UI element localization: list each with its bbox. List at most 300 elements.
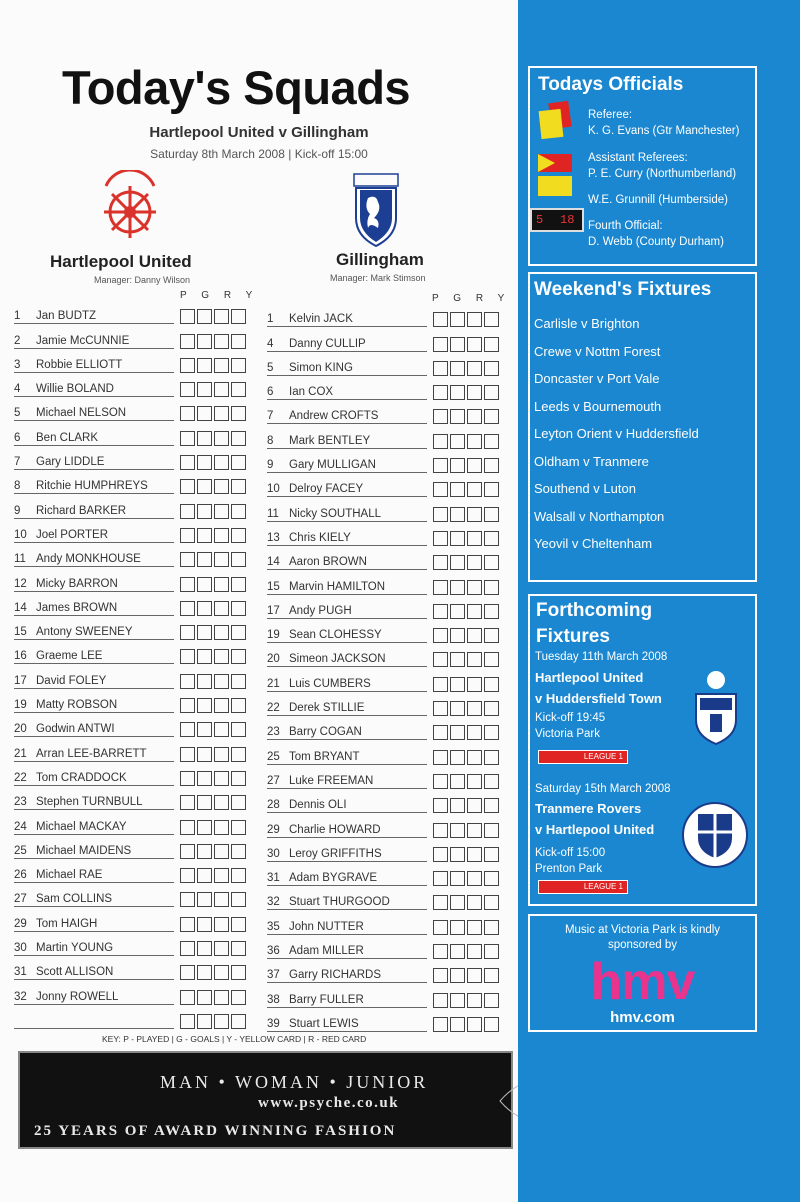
played-box[interactable] <box>180 479 195 494</box>
weekend-fixture: Leeds v Bournemouth <box>534 398 662 414</box>
played-box[interactable] <box>433 920 448 935</box>
played-box[interactable] <box>180 431 195 446</box>
yellow-box[interactable] <box>231 844 246 859</box>
goals-box[interactable] <box>197 577 212 592</box>
played-box[interactable] <box>433 361 448 376</box>
red-box[interactable] <box>214 625 229 640</box>
yellow-box[interactable] <box>231 334 246 349</box>
played-box[interactable] <box>180 528 195 543</box>
red-box[interactable] <box>214 722 229 737</box>
yellow-box[interactable] <box>231 698 246 713</box>
goals-box[interactable] <box>450 701 465 716</box>
played-box[interactable] <box>433 847 448 862</box>
red-box[interactable] <box>214 504 229 519</box>
played-box[interactable] <box>180 698 195 713</box>
player-row <box>14 543 246 567</box>
played-box[interactable] <box>433 555 448 570</box>
played-box[interactable] <box>180 649 195 664</box>
red-box[interactable] <box>214 674 229 689</box>
red-box[interactable] <box>467 555 482 570</box>
player-number: 11 <box>14 553 26 566</box>
player-number: 25 <box>267 750 280 763</box>
played-box[interactable] <box>180 358 195 373</box>
red-box[interactable] <box>467 701 482 716</box>
goals-box[interactable] <box>197 990 212 1005</box>
pgry-boxes <box>431 482 499 497</box>
played-box[interactable] <box>180 941 195 956</box>
player-name: Aaron BROWN <box>289 556 367 569</box>
red-box[interactable] <box>467 968 482 983</box>
player-number: 14 <box>14 601 27 614</box>
pgry-boxes <box>431 507 499 522</box>
yellow-box[interactable] <box>484 944 499 959</box>
goals-box[interactable] <box>197 1014 212 1029</box>
played-box[interactable] <box>433 993 448 1008</box>
yellow-box[interactable] <box>484 774 499 789</box>
goals-box[interactable] <box>450 385 465 400</box>
played-box[interactable] <box>433 1017 448 1032</box>
goals-box[interactable] <box>197 431 212 446</box>
player-name: Gary LIDDLE <box>36 456 105 469</box>
goals-box[interactable] <box>450 628 465 643</box>
yellow-box[interactable] <box>484 823 499 838</box>
red-box[interactable] <box>214 431 229 446</box>
yellow-box[interactable] <box>484 847 499 862</box>
red-box[interactable] <box>214 747 229 762</box>
yellow-box[interactable] <box>484 458 499 473</box>
played-box[interactable] <box>180 722 195 737</box>
yellow-box[interactable] <box>484 1017 499 1032</box>
weekend-fixture: Oldham v Tranmere <box>534 453 649 469</box>
played-box[interactable] <box>433 482 448 497</box>
goals-box[interactable] <box>197 528 212 543</box>
played-box[interactable] <box>180 601 195 616</box>
pgry-boxes <box>178 431 246 446</box>
player-number: 8 <box>14 480 21 493</box>
played-box[interactable] <box>433 725 448 740</box>
yellow-box[interactable] <box>484 361 499 376</box>
played-box[interactable] <box>180 771 195 786</box>
played-box[interactable] <box>180 965 195 980</box>
goals-box[interactable] <box>450 823 465 838</box>
player-name-line <box>14 376 174 397</box>
red-box[interactable] <box>467 385 482 400</box>
played-box[interactable] <box>433 580 448 595</box>
yellow-box[interactable] <box>484 750 499 765</box>
pgry-boxes <box>431 798 499 813</box>
yellow-box[interactable] <box>231 1014 246 1029</box>
player-number: 23 <box>267 726 280 739</box>
yellow-box[interactable] <box>231 382 246 397</box>
yellow-box[interactable] <box>231 722 246 737</box>
red-box[interactable] <box>214 358 229 373</box>
player-row <box>267 935 499 959</box>
yellow-box[interactable] <box>231 892 246 907</box>
goals-box[interactable] <box>450 920 465 935</box>
played-box[interactable] <box>180 625 195 640</box>
red-box[interactable] <box>467 652 482 667</box>
goals-box[interactable] <box>450 871 465 886</box>
player-row <box>14 664 246 688</box>
goals-box[interactable] <box>450 312 465 327</box>
red-box[interactable] <box>467 531 482 546</box>
goals-box[interactable] <box>197 747 212 762</box>
goals-box[interactable] <box>450 409 465 424</box>
played-box[interactable] <box>433 507 448 522</box>
played-box[interactable] <box>180 674 195 689</box>
red-box[interactable] <box>214 917 229 932</box>
red-box[interactable] <box>467 337 482 352</box>
yellow-box[interactable] <box>231 479 246 494</box>
played-box[interactable] <box>180 868 195 883</box>
player-number: 27 <box>14 893 27 906</box>
yellow-box[interactable] <box>484 604 499 619</box>
huddersfield-crest-icon <box>688 666 744 746</box>
player-name-line <box>14 789 174 810</box>
yellow-box[interactable] <box>231 504 246 519</box>
red-box[interactable] <box>214 892 229 907</box>
goals-box[interactable] <box>450 944 465 959</box>
player-number: 31 <box>267 872 280 885</box>
red-box[interactable] <box>214 552 229 567</box>
goals-box[interactable] <box>197 892 212 907</box>
yellow-box[interactable] <box>231 747 246 762</box>
player-row <box>267 303 499 327</box>
played-box[interactable] <box>433 628 448 643</box>
goals-box[interactable] <box>450 677 465 692</box>
goals-box[interactable] <box>450 531 465 546</box>
player-number: 32 <box>267 896 280 909</box>
played-box[interactable] <box>180 990 195 1005</box>
player-number: 9 <box>267 459 274 472</box>
player-name-line <box>14 692 174 713</box>
weekend-fixture: Carlisle v Brighton <box>534 316 640 331</box>
goals-box[interactable] <box>450 750 465 765</box>
goals-box[interactable] <box>197 941 212 956</box>
goals-box[interactable] <box>450 361 465 376</box>
player-name: Michael RAE <box>36 869 103 882</box>
red-box[interactable] <box>214 771 229 786</box>
played-box[interactable] <box>180 844 195 859</box>
played-box[interactable] <box>433 312 448 327</box>
goals-box[interactable] <box>197 965 212 980</box>
played-box[interactable] <box>433 895 448 910</box>
player-name-line <box>267 1011 427 1032</box>
goals-box[interactable] <box>197 334 212 349</box>
yellow-box[interactable] <box>231 917 246 932</box>
yellow-box[interactable] <box>231 625 246 640</box>
red-box[interactable] <box>214 649 229 664</box>
away-pgry-header: P G R Y <box>432 293 511 304</box>
goals-box[interactable] <box>197 868 212 883</box>
goals-box[interactable] <box>450 798 465 813</box>
player-name-line <box>14 814 174 835</box>
yellow-box[interactable] <box>231 455 246 470</box>
goals-box[interactable] <box>197 406 212 421</box>
pgry-boxes <box>431 361 499 376</box>
yellow-box[interactable] <box>231 965 246 980</box>
goals-box[interactable] <box>450 337 465 352</box>
yellow-box[interactable] <box>484 385 499 400</box>
goals-box[interactable] <box>197 625 212 640</box>
player-name: Andy MONKHOUSE <box>36 553 141 566</box>
goals-box[interactable] <box>450 507 465 522</box>
weekend-fixture: Leyton Orient v Huddersfield <box>534 426 699 441</box>
goals-box[interactable] <box>450 725 465 740</box>
goals-box[interactable] <box>450 458 465 473</box>
yellow-box[interactable] <box>484 652 499 667</box>
goals-box[interactable] <box>450 580 465 595</box>
played-box[interactable] <box>180 455 195 470</box>
player-name: Derek STILLIE <box>289 702 365 715</box>
goals-box[interactable] <box>197 309 212 324</box>
yellow-box[interactable] <box>484 895 499 910</box>
red-box[interactable] <box>467 774 482 789</box>
played-box[interactable] <box>180 1014 195 1029</box>
red-box[interactable] <box>467 458 482 473</box>
player-name: Michael NELSON <box>36 407 127 420</box>
yellow-box[interactable] <box>484 482 499 497</box>
red-box[interactable] <box>214 795 229 810</box>
yellow-box[interactable] <box>484 993 499 1008</box>
played-box[interactable] <box>180 552 195 567</box>
red-box[interactable] <box>467 312 482 327</box>
player-row <box>14 689 246 713</box>
red-box[interactable] <box>214 820 229 835</box>
red-box[interactable] <box>214 1014 229 1029</box>
red-box[interactable] <box>214 334 229 349</box>
played-box[interactable] <box>180 820 195 835</box>
yellow-box[interactable] <box>231 406 246 421</box>
red-box[interactable] <box>467 895 482 910</box>
played-box[interactable] <box>433 531 448 546</box>
player-number: 20 <box>14 723 27 736</box>
red-box[interactable] <box>467 580 482 595</box>
played-box[interactable] <box>433 750 448 765</box>
yellow-box[interactable] <box>484 968 499 983</box>
goals-box[interactable] <box>197 552 212 567</box>
yellow-box[interactable] <box>484 725 499 740</box>
goals-box[interactable] <box>197 795 212 810</box>
sponsor-line-1: Music at Victoria Park is kindly <box>564 924 721 936</box>
yellow-box[interactable] <box>231 431 246 446</box>
yellow-box[interactable] <box>231 309 246 324</box>
played-box[interactable] <box>180 334 195 349</box>
played-box[interactable] <box>180 406 195 421</box>
red-box[interactable] <box>467 823 482 838</box>
played-box[interactable] <box>180 917 195 932</box>
goals-box[interactable] <box>450 993 465 1008</box>
red-box[interactable] <box>214 698 229 713</box>
red-box[interactable] <box>214 479 229 494</box>
goals-box[interactable] <box>197 504 212 519</box>
goals-box[interactable] <box>450 1017 465 1032</box>
goals-box[interactable] <box>197 382 212 397</box>
pgry-boxes <box>178 917 246 932</box>
played-box[interactable] <box>180 892 195 907</box>
yellow-box[interactable] <box>231 771 246 786</box>
yellow-box[interactable] <box>484 871 499 886</box>
played-box[interactable] <box>433 701 448 716</box>
player-name-line <box>267 549 427 570</box>
red-box[interactable] <box>467 409 482 424</box>
red-box[interactable] <box>467 677 482 692</box>
yellow-box[interactable] <box>484 677 499 692</box>
yellow-box[interactable] <box>231 552 246 567</box>
red-box[interactable] <box>467 798 482 813</box>
red-box[interactable] <box>467 847 482 862</box>
red-box[interactable] <box>467 507 482 522</box>
player-number: 9 <box>14 504 21 517</box>
pgry-boxes <box>431 385 499 400</box>
weekend-fixture: Walsall v Northampton <box>534 508 665 524</box>
player-row <box>267 983 499 1007</box>
yellow-box[interactable] <box>231 820 246 835</box>
player-row <box>14 1005 246 1029</box>
key-legend: KEY: P - PLAYED | G - GOALS | Y - YELLOW CARD | R - RED CARD <box>102 1034 367 1044</box>
red-box[interactable] <box>214 941 229 956</box>
yellow-box[interactable] <box>231 868 246 883</box>
red-box[interactable] <box>214 577 229 592</box>
player-number: 19 <box>14 699 27 712</box>
goals-box[interactable] <box>197 455 212 470</box>
played-box[interactable] <box>180 309 195 324</box>
played-box[interactable] <box>433 968 448 983</box>
yellow-box[interactable] <box>231 358 246 373</box>
yellow-box[interactable] <box>231 649 246 664</box>
red-box[interactable] <box>214 309 229 324</box>
red-box[interactable] <box>467 871 482 886</box>
played-box[interactable] <box>433 677 448 692</box>
yellow-box[interactable] <box>484 701 499 716</box>
red-box[interactable] <box>467 482 482 497</box>
played-box[interactable] <box>180 504 195 519</box>
goals-box[interactable] <box>197 844 212 859</box>
played-box[interactable] <box>180 577 195 592</box>
goals-box[interactable] <box>197 358 212 373</box>
red-box[interactable] <box>467 944 482 959</box>
yellow-box[interactable] <box>231 674 246 689</box>
red-box[interactable] <box>214 844 229 859</box>
red-box[interactable] <box>467 750 482 765</box>
player-row <box>14 907 246 931</box>
goals-box[interactable] <box>197 649 212 664</box>
red-box[interactable] <box>214 965 229 980</box>
red-box[interactable] <box>214 990 229 1005</box>
goals-box[interactable] <box>450 555 465 570</box>
yellow-box[interactable] <box>231 577 246 592</box>
red-box[interactable] <box>214 601 229 616</box>
yellow-box[interactable] <box>231 795 246 810</box>
goals-box[interactable] <box>450 482 465 497</box>
goals-box[interactable] <box>197 771 212 786</box>
goals-box[interactable] <box>450 604 465 619</box>
goals-box[interactable] <box>197 722 212 737</box>
red-box[interactable] <box>214 382 229 397</box>
yellow-box[interactable] <box>484 920 499 935</box>
red-box[interactable] <box>467 993 482 1008</box>
goals-box[interactable] <box>450 968 465 983</box>
played-box[interactable] <box>433 409 448 424</box>
goals-box[interactable] <box>450 774 465 789</box>
red-box[interactable] <box>467 920 482 935</box>
played-box[interactable] <box>433 944 448 959</box>
played-box[interactable] <box>433 871 448 886</box>
yellow-box[interactable] <box>484 798 499 813</box>
yellow-box[interactable] <box>484 434 499 449</box>
red-box[interactable] <box>467 725 482 740</box>
yellow-box[interactable] <box>484 628 499 643</box>
red-box[interactable] <box>467 604 482 619</box>
yellow-box[interactable] <box>484 507 499 522</box>
played-box[interactable] <box>433 774 448 789</box>
yellow-box[interactable] <box>231 990 246 1005</box>
yellow-box[interactable] <box>231 601 246 616</box>
played-box[interactable] <box>433 458 448 473</box>
player-number: 5 <box>267 361 274 374</box>
yellow-box[interactable] <box>484 580 499 595</box>
played-box[interactable] <box>433 434 448 449</box>
played-box[interactable] <box>433 385 448 400</box>
goals-box[interactable] <box>197 479 212 494</box>
yellow-box[interactable] <box>484 312 499 327</box>
player-name-line <box>14 765 174 786</box>
played-box[interactable] <box>180 747 195 762</box>
played-box[interactable] <box>180 382 195 397</box>
player-number: 17 <box>14 674 27 687</box>
red-box[interactable] <box>214 868 229 883</box>
away-manager: Manager: Mark Stimson <box>330 273 426 283</box>
played-box[interactable] <box>180 795 195 810</box>
goals-box[interactable] <box>450 847 465 862</box>
red-box[interactable] <box>467 628 482 643</box>
played-box[interactable] <box>433 604 448 619</box>
played-box[interactable] <box>433 798 448 813</box>
yellow-box[interactable] <box>484 409 499 424</box>
played-box[interactable] <box>433 337 448 352</box>
goals-box[interactable] <box>197 601 212 616</box>
player-name: Delroy FACEY <box>289 483 364 496</box>
red-box[interactable] <box>214 406 229 421</box>
yellow-box[interactable] <box>484 337 499 352</box>
played-box[interactable] <box>433 652 448 667</box>
home-pgry-header: P G R Y <box>180 290 259 301</box>
player-number: 20 <box>267 653 280 666</box>
player-name-line <box>267 379 427 400</box>
yellow-box[interactable] <box>484 555 499 570</box>
red-box[interactable] <box>467 361 482 376</box>
goals-box[interactable] <box>450 895 465 910</box>
goals-box[interactable] <box>197 820 212 835</box>
goals-box[interactable] <box>197 917 212 932</box>
player-number: 21 <box>267 677 280 690</box>
player-number: 28 <box>267 799 280 812</box>
goals-box[interactable] <box>450 652 465 667</box>
played-box[interactable] <box>433 823 448 838</box>
red-box[interactable] <box>467 434 482 449</box>
red-box[interactable] <box>214 528 229 543</box>
red-box[interactable] <box>214 455 229 470</box>
red-box[interactable] <box>467 1017 482 1032</box>
yellow-box[interactable] <box>231 528 246 543</box>
player-name: Dennis OLI <box>289 799 347 812</box>
goals-box[interactable] <box>197 698 212 713</box>
yellow-box[interactable] <box>484 531 499 546</box>
goals-box[interactable] <box>450 434 465 449</box>
goals-box[interactable] <box>197 674 212 689</box>
player-name: Luis CUMBERS <box>289 677 371 690</box>
yellow-box[interactable] <box>231 941 246 956</box>
